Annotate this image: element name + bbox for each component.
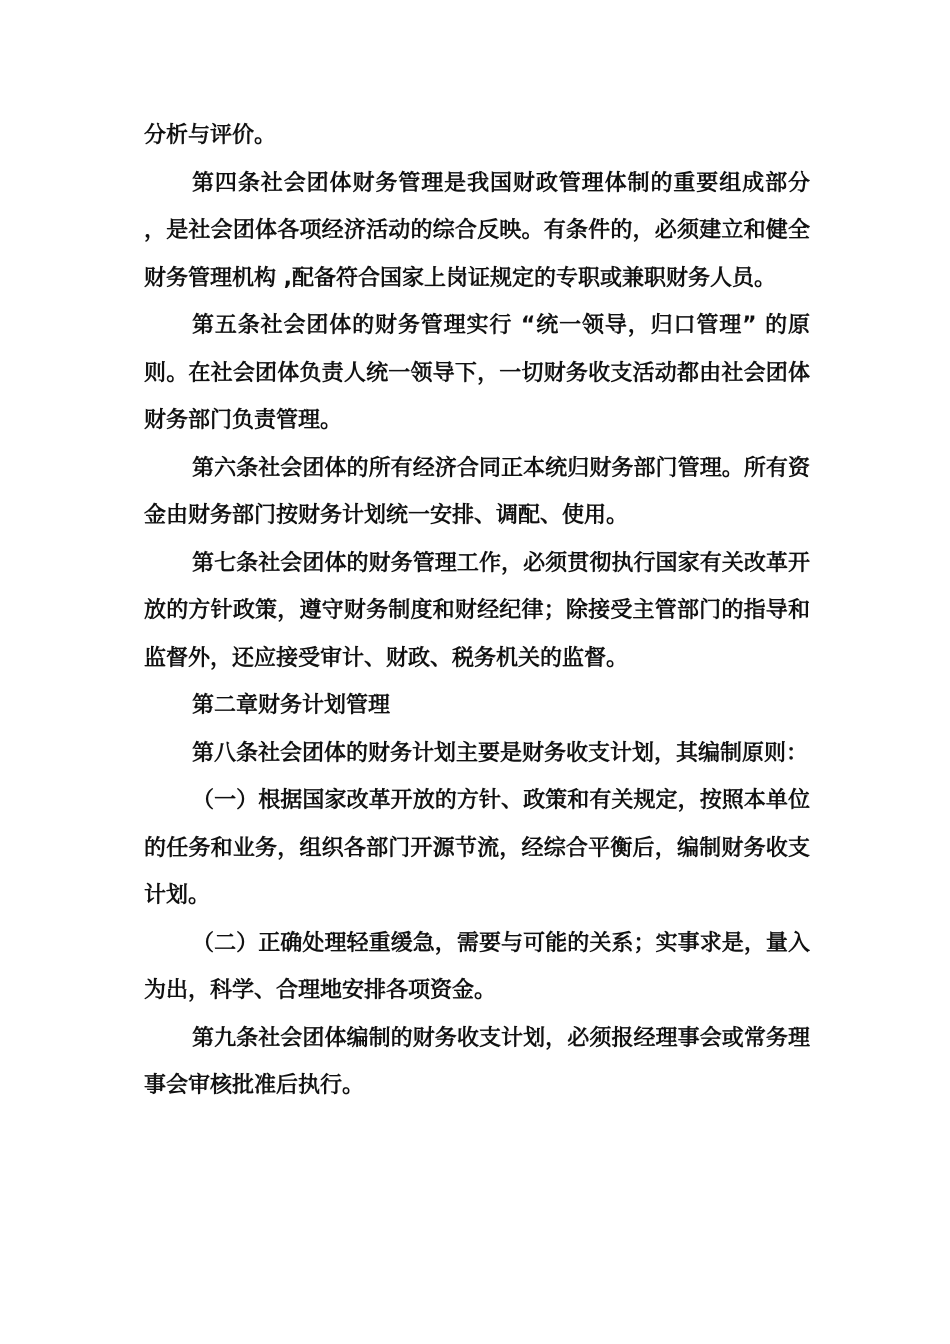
paragraph-article-8: 第八条社会团体的财务计划主要是财务收支计划，其编制原则： — [192, 740, 809, 766]
paragraph-article-7: 第七条社会团体的财务管理工作，必须贯彻执行国家有关改革开放的方针政策，遵守财务制度和财经纪律；除接受主管部门的指导和监督外，还应接受审计、财政、税务机关的监督。 — [144, 550, 810, 671]
paragraph-article-4: 第四条社会团体财务管理是我国财政管理体制的重要组成部分 ，是社会团体各项经济活动的综合反映。有条件的，必须建立和健全财务管理机构 ,配备符合国家上岗证规定的专职或兼职财务人员。 — [144, 170, 810, 291]
paragraph-item-2: （二）正确处理轻重缓急，需要与可能的关系；实事求是，量入为出，科学、合理地安排各项资金。 — [144, 930, 810, 1003]
chapter-heading: 第二章财务计划管理 — [192, 693, 391, 718]
paragraph-item-1: （一）根据国家改革开放的方针、政策和有关规定，按照本单位的任务和业务，组织各部门开源节流，经综合平衡后，编制财务收支计划。 — [144, 788, 810, 908]
document-body — [144, 112, 810, 1110]
paragraph-continuation: 分析与评价。 — [144, 123, 277, 148]
paragraph-article-5: 第五条社会团体的财务管理实行 “统一领导，归口管理” 的原则。在社会团体负责人统一领导下，一切财务收支活动都由社会团体财务部门负责管理。 — [144, 313, 810, 433]
paragraph-article-9: 第九条社会团体编制的财务收支计划，必须报经理事会或常务理事会审核批准后执行。 — [144, 1025, 810, 1098]
paragraph-article-6: 第六条社会团体的所有经济合同正本统归财务部门管理。所有资金由财务部门按财务计划统一安排、调配、使用。 — [144, 455, 810, 528]
